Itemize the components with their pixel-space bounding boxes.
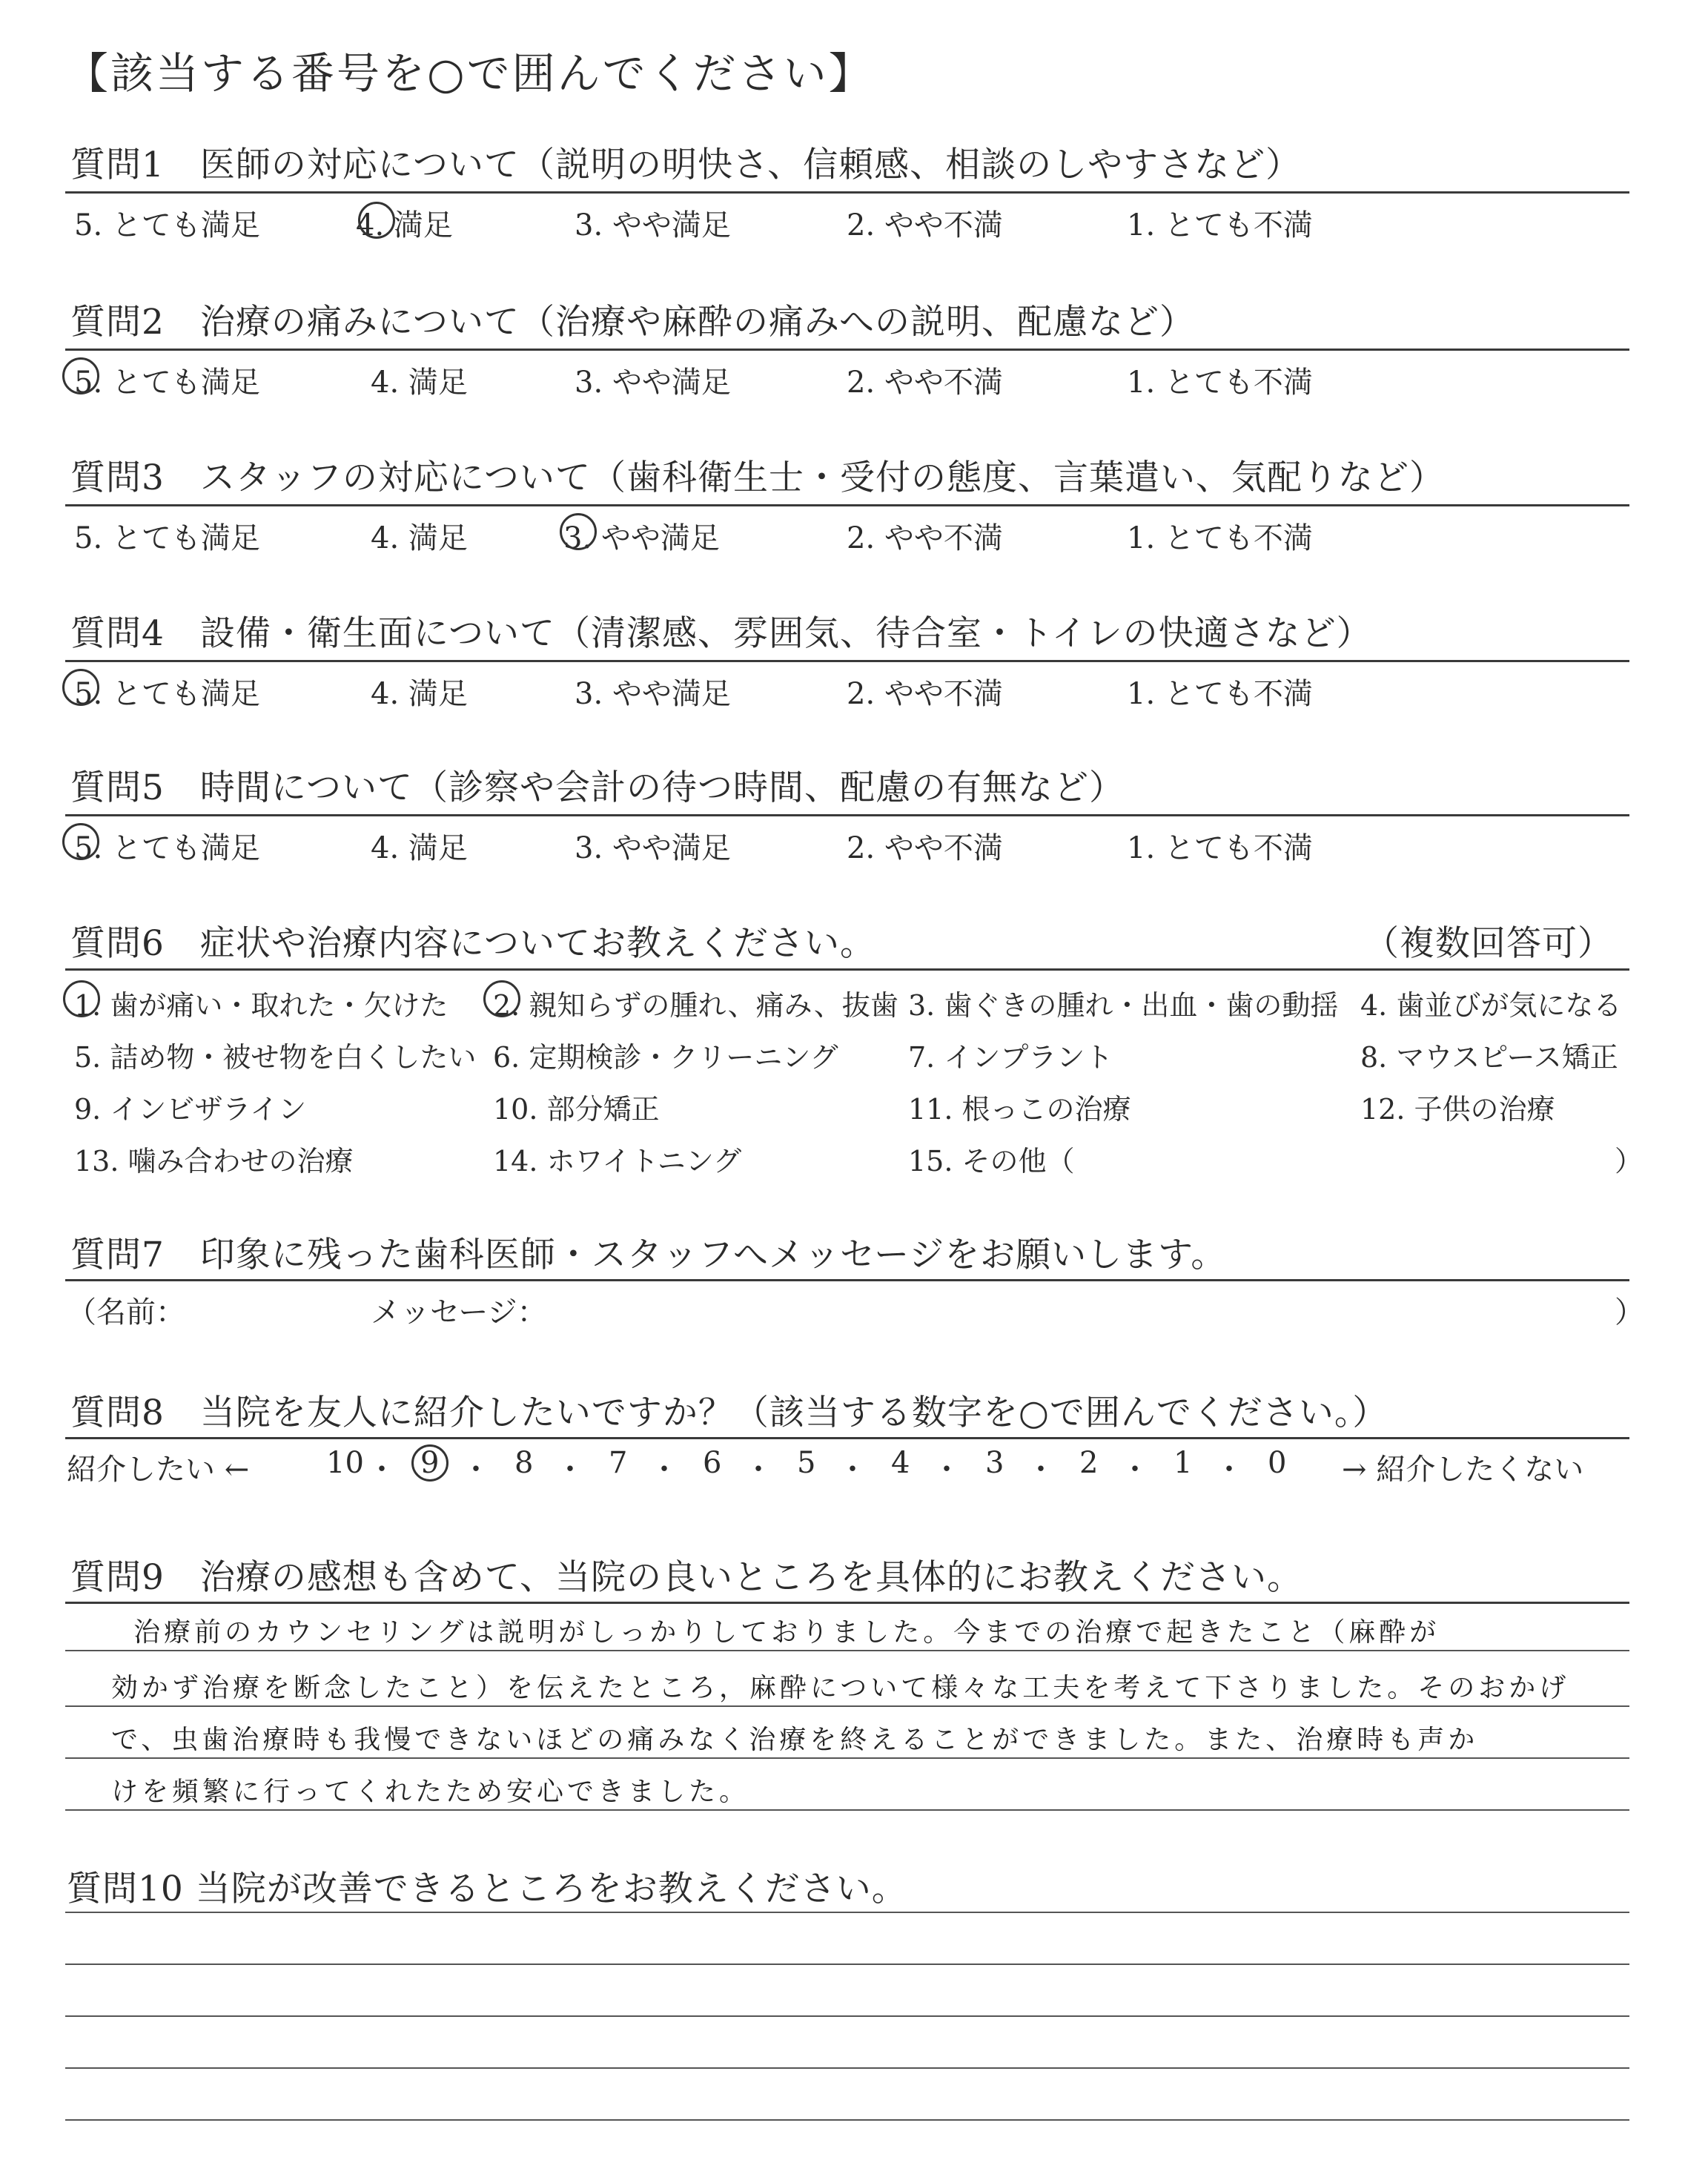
q6-selection-circle-2 [483,980,520,1017]
q9-answer-text-3: で、虫歯治療時も我慢できないほどの痛みなく治療を終えることができました。また、治療時も声か [111,1725,1479,1755]
q6-option-2[interactable]: 2. 親知らずの腫れ、痛み、抜歯 [493,989,898,1022]
q8-scale-separator: ・ [461,1453,491,1487]
q2-option-1[interactable]: 1. とても不満 [1127,366,1313,400]
q3-option-1[interactable]: 1. とても不満 [1127,521,1313,555]
q1-title: 質問1 医師の対応について（説明の明快さ、信頼感、相談のしやすさなど） [70,145,1302,185]
q4-option-2[interactable]: 2. やや不満 [847,677,1003,711]
q10-answer-line-3 [65,2015,1629,2017]
q8-scale-separator: ・ [649,1453,679,1487]
q8-scale-value-3[interactable]: 3 [985,1446,1004,1480]
q1-option-1[interactable]: 1. とても不満 [1127,208,1313,242]
q3-option-3[interactable]: 3. やや満足 [563,521,720,555]
q6-option-12[interactable]: 12. 子供の治療 [1360,1093,1555,1126]
q6-option-8[interactable]: 8. マウスピース矯正 [1360,1041,1618,1074]
q4-title: 質問4 設備・衛生面について（清潔感、雰囲気、待合室・トイレの快適さなど） [70,613,1372,654]
q1-option-5[interactable]: 5. とても満足 [74,208,260,242]
q8-scale-value-7[interactable]: 7 [609,1446,628,1480]
q6-divider [65,968,1629,971]
q9-answer-text-1: 治療前のカウンセリングは説明がしっかりしておりました。今までの治療で起きたこと（麻酔が [133,1617,1440,1648]
q6-option-10[interactable]: 10. 部分矯正 [493,1093,660,1126]
q6-title: 質問6 症状や治療内容についてお教えください。 [70,923,875,964]
q2-option-3[interactable]: 3. やや満足 [575,366,731,400]
q9-title: 質問9 治療の感想も含めて、当院の良いところを具体的にお教えください。 [70,1557,1302,1598]
q8-title: 質問8 当院を友人に紹介したいですか？（該当する数字を○で囲んでください。） [70,1393,1388,1433]
q5-divider [65,814,1629,816]
q8-scale-separator: ・ [1026,1453,1056,1487]
q8-selection-circle [411,1444,448,1482]
q5-option-5[interactable]: 5. とても満足 [74,831,260,865]
q2-option-4[interactable]: 4. 満足 [371,366,468,400]
q8-scale-value-1[interactable]: 1 [1174,1446,1193,1480]
q2-selection-circle [62,357,99,394]
q4-option-1[interactable]: 1. とても不満 [1127,677,1313,711]
q8-scale-separator: ・ [744,1453,773,1487]
q1-option-4[interactable]: 4. 満足 [356,208,453,242]
q3-option-5[interactable]: 5. とても満足 [74,521,260,555]
q1-divider [65,191,1629,194]
q8-scale-separator: ・ [555,1453,585,1487]
q8-right-label: → 紹介したくない [1342,1453,1584,1487]
q8-scale-separator: ・ [1120,1453,1150,1487]
q3-selection-circle [560,513,597,550]
q8-divider [65,1437,1629,1439]
q10-answer-line-4 [65,2067,1629,2069]
q6-multiple-note: （複数回答可） [1364,923,1613,964]
q9-answer-text-2: 効かず治療を断念したこと）を伝えたところ，麻酔について様々な工夫を考えて下さりました。そのおかげ [111,1673,1570,1703]
q7-name-label: （名前： [67,1295,185,1330]
q2-option-5[interactable]: 5. とても満足 [74,366,260,400]
q4-divider [65,660,1629,662]
q6-option-9[interactable]: 9. インビザライン [74,1093,307,1126]
q6-option-15[interactable]: 15. その他（ [908,1145,1075,1178]
q6-option-6[interactable]: 6. 定期検診・クリーニング [493,1041,838,1074]
q8-left-label: 紹介したい ← [67,1453,250,1487]
q3-divider [65,504,1629,506]
q5-option-3[interactable]: 3. やや満足 [575,831,731,865]
q7-divider [65,1279,1629,1281]
q10-answer-line-2 [65,1964,1629,1965]
q8-scale-separator: ・ [1214,1453,1244,1487]
q7-title: 質問7 印象に残った歯科医師・スタッフへメッセージをお願いします。 [70,1235,1227,1275]
q5-option-1[interactable]: 1. とても不満 [1127,831,1313,865]
q2-divider [65,349,1629,351]
q6-option-14[interactable]: 14. ホワイトニング [493,1145,742,1178]
q3-option-4[interactable]: 4. 満足 [371,521,468,555]
q1-option-3[interactable]: 3. やや満足 [575,208,731,242]
q8-scale-separator: ・ [367,1453,397,1487]
q4-option-4[interactable]: 4. 満足 [371,677,468,711]
q8-scale-separator: ・ [932,1453,961,1487]
q10-title: 質問10 当院が改善できるところをお教えください。 [67,1869,907,1909]
q6-option-1[interactable]: 1. 歯が痛い・取れた・欠けた [74,989,448,1022]
q1-option-2[interactable]: 2. やや不満 [847,208,1003,242]
q4-option-5[interactable]: 5. とても満足 [74,677,260,711]
q6-option-4[interactable]: 4. 歯並びが気になる [1360,989,1622,1022]
q3-title: 質問3 スタッフの対応について（歯科衛生士・受付の態度、言葉遣い、気配りなど） [70,458,1445,498]
q8-scale-value-9[interactable]: 9 [420,1446,440,1480]
q3-option-2[interactable]: 2. やや不満 [847,521,1003,555]
q8-scale-value-6[interactable]: 6 [703,1446,722,1480]
q10-answer-line-5 [65,2119,1629,2121]
q6-option-5[interactable]: 5. 詰め物・被せ物を白くしたい [74,1041,477,1074]
q8-scale-value-2[interactable]: 2 [1079,1446,1099,1480]
q8-scale-value-8[interactable]: 8 [514,1446,534,1480]
q4-option-3[interactable]: 3. やや満足 [575,677,731,711]
q1-selection-circle [358,202,395,239]
q9-answer-line-1 [65,1650,1629,1651]
q7-close-paren: ） [1615,1295,1644,1330]
q6-selection-circle-1 [63,980,100,1017]
q4-selection-circle [62,669,99,706]
q9-answer-line-2 [65,1705,1629,1707]
q9-answer-text-4: けを頻繁に行ってくれたため安心できました。 [111,1777,750,1807]
q5-title: 質問5 時間について（診察や会計の待つ時間、配慮の有無など） [70,767,1125,808]
q6-option-3[interactable]: 3. 歯ぐきの腫れ・出血・歯の動揺 [908,989,1339,1022]
page-header: 【該当する番号を○で囲んでください】 [65,48,874,99]
q9-answer-line-3 [65,1757,1629,1759]
q7-message-label: メッセージ： [371,1295,547,1330]
q6-option-11[interactable]: 11. 根っこの治療 [908,1093,1131,1126]
q5-option-2[interactable]: 2. やや不満 [847,831,1003,865]
q8-scale-separator: ・ [838,1453,867,1487]
q8-scale-value-0[interactable]: 0 [1268,1446,1287,1480]
q8-scale-value-10[interactable]: 10 [326,1446,364,1480]
q8-scale-value-5[interactable]: 5 [797,1446,816,1480]
q5-selection-circle [62,823,99,860]
q8-scale-value-4[interactable]: 4 [891,1446,910,1480]
q6-option-7[interactable]: 7. インプラント [908,1041,1113,1074]
q9-divider [65,1602,1629,1604]
q6-option-13[interactable]: 13. 噛み合わせの治療 [74,1145,354,1178]
q6-other-close-paren: ） [1615,1145,1644,1178]
q5-option-4[interactable]: 4. 満足 [371,831,468,865]
q2-option-2[interactable]: 2. やや不満 [847,366,1003,400]
q2-title: 質問2 治療の痛みについて（治療や麻酔の痛みへの説明、配慮など） [70,302,1196,343]
q9-answer-line-4 [65,1809,1629,1811]
q10-answer-line-1 [65,1912,1629,1913]
